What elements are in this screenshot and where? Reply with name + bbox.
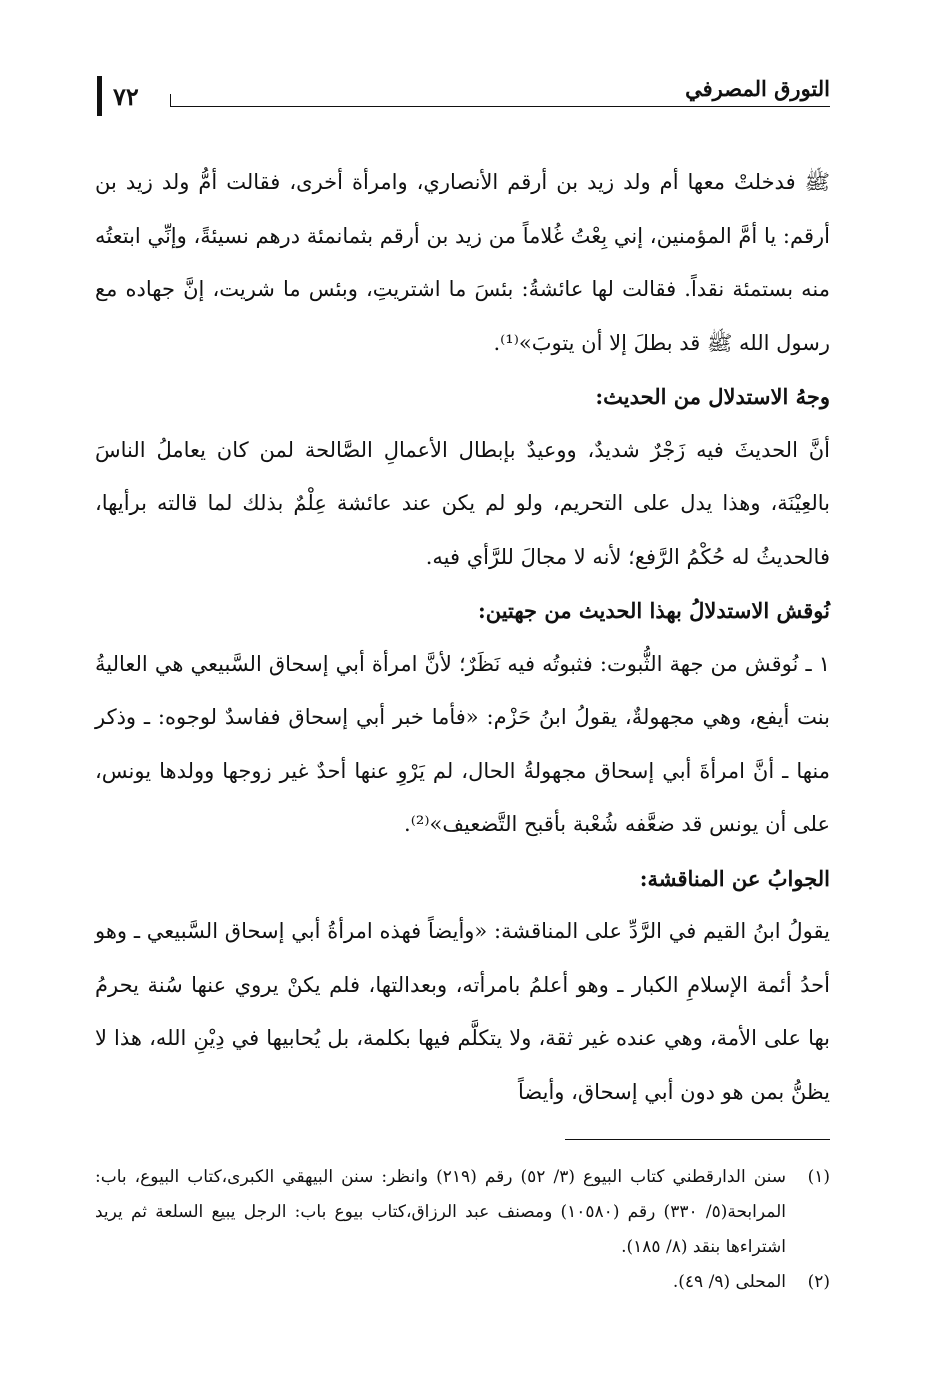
header-rule-tick [170,94,171,107]
heading-response: الجوابُ عن المناقشة: [639,865,830,891]
heading-discussion: نُوقش الاستدلالُ بهذا الحديث من جهتين: [477,598,830,623]
page-number: ٧٢ [113,82,139,111]
main-text [95,156,830,1119]
heading-evidence: وجهُ الاستدلال من الحديث: [595,384,830,409]
footnote-number: (١) [807,1167,830,1187]
header-rule [170,106,830,107]
footnote-text: المحلى (٩/ ٤٩). [672,1272,786,1292]
running-header [95,72,830,122]
paragraph-discussion: ١ ـ نُوقش من جهة الثُّبوت: فثبوتُه فيه نَظَرٌ؛ لأنَّ امرأة أبي إسحاق السَّبيعي هي العاليةُ بنت أيفع، وهي مجهولةٌ، يقولُ ابنُ حَزْم: «فأما خبر أبي إسحاق ففاسدٌ لوجوه: ـ وذكر منها ـ أنَّ امرأةَ أبي إسحاق مجهولةُ الحال، لم يَرْوِ عنها أحدٌ غير زوجها وولدها يونس، على أن يونس قد ضعَّفه شُعْبة بأقبح التَّضعيف»⁽²⁾. [95,651,830,836]
footnote-1 [95,1160,830,1265]
paragraph-response: يقولُ ابنُ القيم في الرَّدِّ على المناقشة: «وأيضاً فهذه امرأةُ أبي إسحاق السَّبيعي ـ وهو أحدُ أئمة الإسلامِ الكبار ـ وهو أعلمُ بامرأته، وبعدالتها، فلم يكنْ يروي عنها سُنة يحرمُ بها على الأمة، وهي عنده غير ثقة، ولا يتكلَّم فيها بكلمة، بل يُحابيها في دِيْنِ الله، هذا لا يظنُّ بمن هو دون أبي إسحاق، وأيضاً [95,919,830,1104]
running-title: التورق المصرفي [685,76,830,101]
paragraph-hadith-end: ﷺ فدخلتْ معها أم ولد زيد بن أرقم الأنصاري، وامرأة أخرى، فقالت أمُّ ولد زيد بن أرقم: يا أمَّ المؤمنين، إني بِعْتُ غُلاماً من زيد بن أرقم بثمانمئة درهم نسيئةً، وإنِّي ابتعتُه منه بستمئة نقداً. فقالت لها عائشةُ: بئسَ ما اشتريتِ، وبئس ما شريت، إنَّ جهاده مع رسول الله ﷺ قد بطلَ إلا أن يتوبَ»⁽¹⁾. [95,170,830,355]
footnote-separator [565,1139,830,1140]
footnote-text: سنن الدارقطني كتاب البيوع (٣/ ٥٢) رقم (٢١٩) وانظر: سنن البيهقي الكبرى،كتاب البيوع، باب: المرابحة(٥/ ٣٣٠) رقم (١٠٥٨٠) ومصنف عبد الرزاق،كتاب بيوع باب: الرجل يبيع السلعة ثم يريد اشتراءها بنقد (٨/ ١٨٥). [95,1167,787,1257]
paragraph-evidence: أنَّ الحديثَ فيه زَجْرٌ شديدٌ، ووعيدٌ بإبطال الأعمالِ الصَّالحة لمن كان يعاملُ الناسَ بالعِيْنَة، وهذا يدل على التحريم، ولو لم يكن عند عائشة عِلْمٌ بذلك لما قالته برأيها، فالحديثُ له حُكْمُ الرَّفع؛ لأنه لا مجالَ للرَّأي فيه. [95,437,830,569]
footnote-number: (٢) [807,1272,830,1292]
footnote-2 [95,1265,830,1300]
header-bar [97,76,102,116]
footnotes [95,1160,830,1300]
